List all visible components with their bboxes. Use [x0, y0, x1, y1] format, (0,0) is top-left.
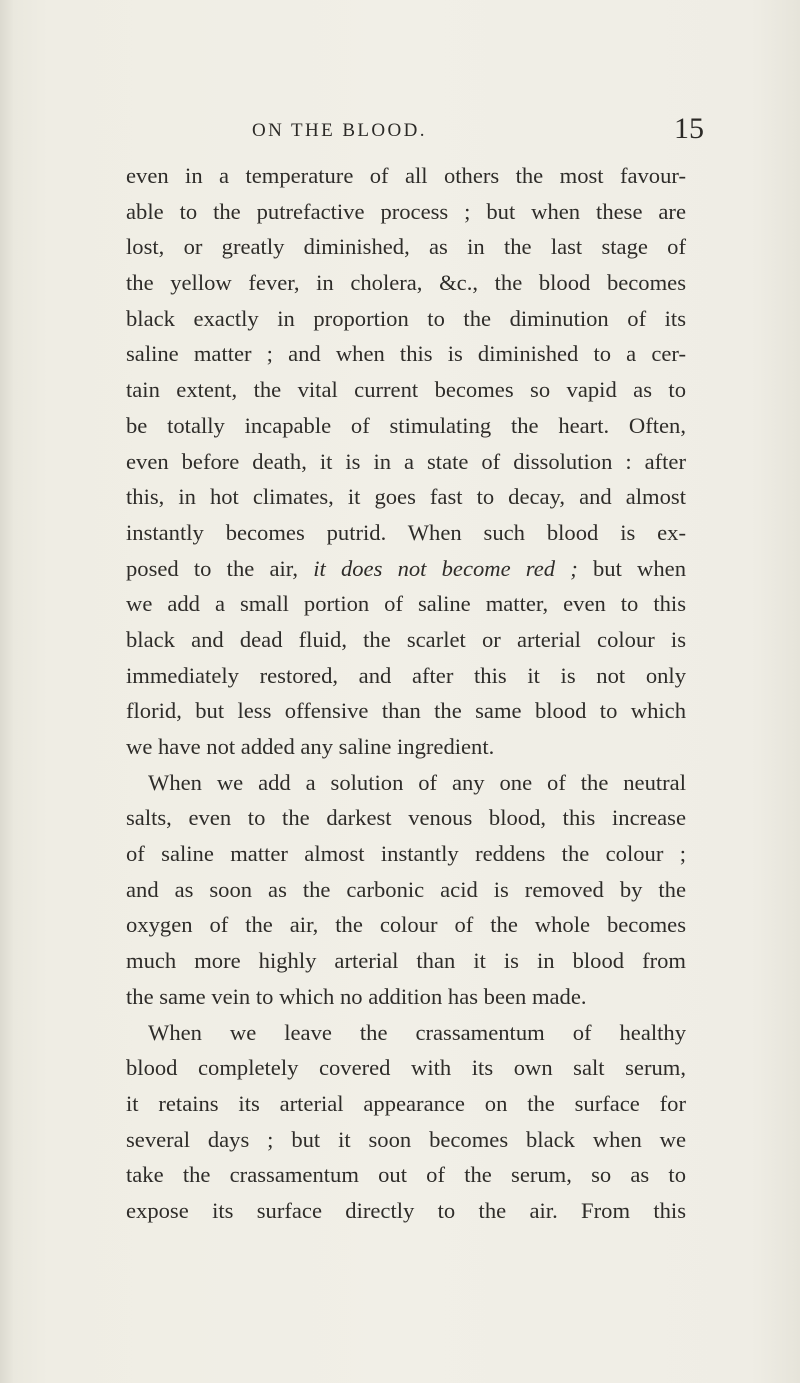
text-line: instantly becomes putrid. When such blood is ex-: [126, 519, 686, 545]
running-head: ON THE BLOOD.: [252, 120, 427, 141]
text-line: even before death, it is in a state of dissolution : after: [126, 448, 686, 474]
text-line: oxygen of the air, the colour of the whole becomes: [126, 912, 686, 938]
text-line: it retains its arterial appearance on the surface for: [126, 1090, 686, 1116]
page-edge-shadow: [0, 0, 14, 1383]
text-line: we have not added any saline ingredient.: [126, 734, 495, 759]
text-run: but when: [577, 555, 686, 581]
text-line: the same vein to which no addition has been made.: [126, 983, 587, 1009]
text-line: salts, even to the darkest venous blood, this increase: [126, 805, 686, 831]
page-header: [0, 112, 800, 152]
text-run: posed to the air,: [126, 555, 314, 581]
text-line: black and dead fluid, the scarlet or arterial colour is: [126, 626, 686, 652]
text-line: When we add a solution of any one of the neutral: [148, 769, 686, 795]
body-text: [126, 158, 686, 1229]
text-line: the yellow fever, in cholera, &c., the blood becomes: [126, 270, 686, 296]
text-line: much more highly arterial than it is in blood from: [126, 948, 686, 974]
text-line: florid, but less offensive than the same blood to which: [126, 698, 686, 724]
text-line: several days ; but it soon becomes black when we: [126, 1126, 686, 1152]
text-line: and as soon as the carbonic acid is removed by the: [126, 876, 686, 902]
text-line: even in a temperature of all others the most favour-: [126, 163, 686, 188]
text-line: lost, or greatly diminished, as in the last stage of: [126, 234, 686, 260]
paragraph-1: [126, 158, 686, 765]
italic-phrase: it does not become red ;: [313, 555, 578, 581]
text-line: of saline matter almost instantly reddens the colour ;: [126, 841, 686, 867]
text-line: take the crassamentum out of the serum, so as to: [126, 1162, 686, 1188]
text-line: this, in hot climates, it goes fast to decay, and almost: [126, 484, 686, 510]
text-line: blood completely covered with its own salt serum,: [126, 1055, 686, 1081]
text-line: immediately restored, and after this it is not only: [126, 662, 686, 688]
page-number: 15: [674, 112, 704, 145]
paragraph-3: [126, 1015, 686, 1229]
text-line: we add a small portion of saline matter, even to this: [126, 591, 686, 617]
text-line: saline matter ; and when this is diminished to a cer-: [126, 341, 686, 367]
text-line: tain extent, the vital current becomes so vapid as to: [126, 377, 686, 403]
text-line: be totally incapable of stimulating the heart. Often,: [126, 412, 686, 438]
paragraph-2: [126, 765, 686, 1015]
text-line: expose its surface directly to the air. From this: [126, 1197, 686, 1223]
text-line-with-italic: [126, 551, 686, 587]
text-line: When we leave the crassamentum of healthy: [148, 1019, 686, 1045]
text-line: able to the putrefactive process ; but when these are: [126, 198, 686, 224]
text-line: black exactly in proportion to the diminution of its: [126, 305, 686, 331]
